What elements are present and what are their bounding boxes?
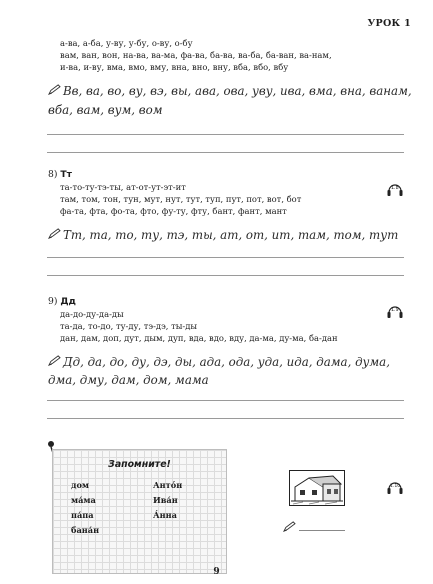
section-8-handwriting-text: Тт, та, то, ту, тэ, ты, ат, от, ит, там, том, тут xyxy=(63,228,399,242)
pen-icon xyxy=(48,228,61,239)
section-heading-8 xyxy=(48,169,72,180)
audio-track-1-10[interactable] xyxy=(386,478,408,500)
remember-title: Запомните! xyxy=(108,459,171,470)
answer-line[interactable] xyxy=(299,530,345,531)
writing-rule xyxy=(47,400,404,401)
pen-icon xyxy=(48,355,61,366)
section-heading-9 xyxy=(48,296,76,307)
audio-track-label: 1.8 xyxy=(391,186,399,191)
pen-icon xyxy=(283,521,296,532)
section-9-line-1: да-до-ду-да-ды xyxy=(60,309,124,319)
section-8-line-3: фа-та, фта, фо-та, фто, фу-ту, фту, бант, фант, мант xyxy=(60,206,287,216)
audio-track-label: 1.10 xyxy=(390,484,401,489)
intro-handwriting-line-2: вба, вам, вум, вом xyxy=(48,103,163,117)
intro-syllables-line-1: а-ва, а-ба, у-ву, у-бу, о-ву, о-бу xyxy=(60,38,193,48)
section-9-handwriting-line-1 xyxy=(48,352,390,372)
writing-rule xyxy=(47,418,404,419)
house-picture xyxy=(289,470,345,506)
remember-word: дом xyxy=(71,480,90,490)
page-number: 9 xyxy=(213,567,220,577)
section-letters: Тт xyxy=(60,169,72,180)
remember-name: А́нна xyxy=(153,510,177,520)
section-8-line-1: та-то-ту-тэ-ты, ат-от-ут-эт-ит xyxy=(60,182,186,192)
intro-handwriting-text-1: Вв, ва, во, ву, вэ, вы, ава, ова, уву, ива, вма, вна, ванам, xyxy=(63,84,412,98)
section-number: 9) xyxy=(48,296,58,307)
remember-word: ма́ма xyxy=(71,495,96,505)
section-9-handwriting-text-1: Дд, да, до, ду, дэ, ды, ада, ода, уда, ида, дама, дума, xyxy=(63,355,390,369)
pen-icon xyxy=(48,84,61,95)
audio-track-1-8[interactable] xyxy=(386,180,408,202)
section-9-handwriting-line-2: дма, дму, дам, дом, мама xyxy=(48,373,209,387)
writing-rule xyxy=(47,257,404,258)
remember-word: бана́н xyxy=(71,525,100,535)
writing-rule xyxy=(47,152,404,153)
section-9-line-3: дан, дам, доп, дут, дым, дуп, вда, вдо, вду, да-ма, ду-ма, ба-дан xyxy=(60,333,338,343)
audio-track-1-9[interactable] xyxy=(386,302,408,324)
intro-syllables-line-2: вам, ван, вон, на-ва, ва-ма, фа-ва, ба-ва, ва-ба, ба-ван, ва-нам, xyxy=(60,50,332,60)
section-number: 8) xyxy=(48,169,58,180)
intro-syllables-line-3: и-ва, и-ву, вма, вмо, вму, вна, вно, вну, вба, вбо, вбу xyxy=(60,62,289,72)
remember-word: па́па xyxy=(71,510,94,520)
remember-name: Антóн xyxy=(153,480,183,490)
remember-note xyxy=(52,449,227,574)
intro-handwriting-line-1 xyxy=(48,81,412,101)
writing-rule xyxy=(47,134,404,135)
writing-rule xyxy=(47,275,404,276)
section-8-handwriting xyxy=(48,225,398,245)
section-9-line-2: та-да, то-до, ту-ду, тэ-дэ, ты-ды xyxy=(60,321,198,331)
section-8-line-2: там, том, тон, тун, мут, нут, тут, туп, пут, пот, вот, бот xyxy=(60,194,302,204)
section-letters: Дд xyxy=(60,296,76,307)
audio-track-label: 1.9 xyxy=(391,308,399,313)
remember-name: Ива́н xyxy=(153,495,178,505)
lesson-heading: УРОК 1 xyxy=(367,18,411,29)
